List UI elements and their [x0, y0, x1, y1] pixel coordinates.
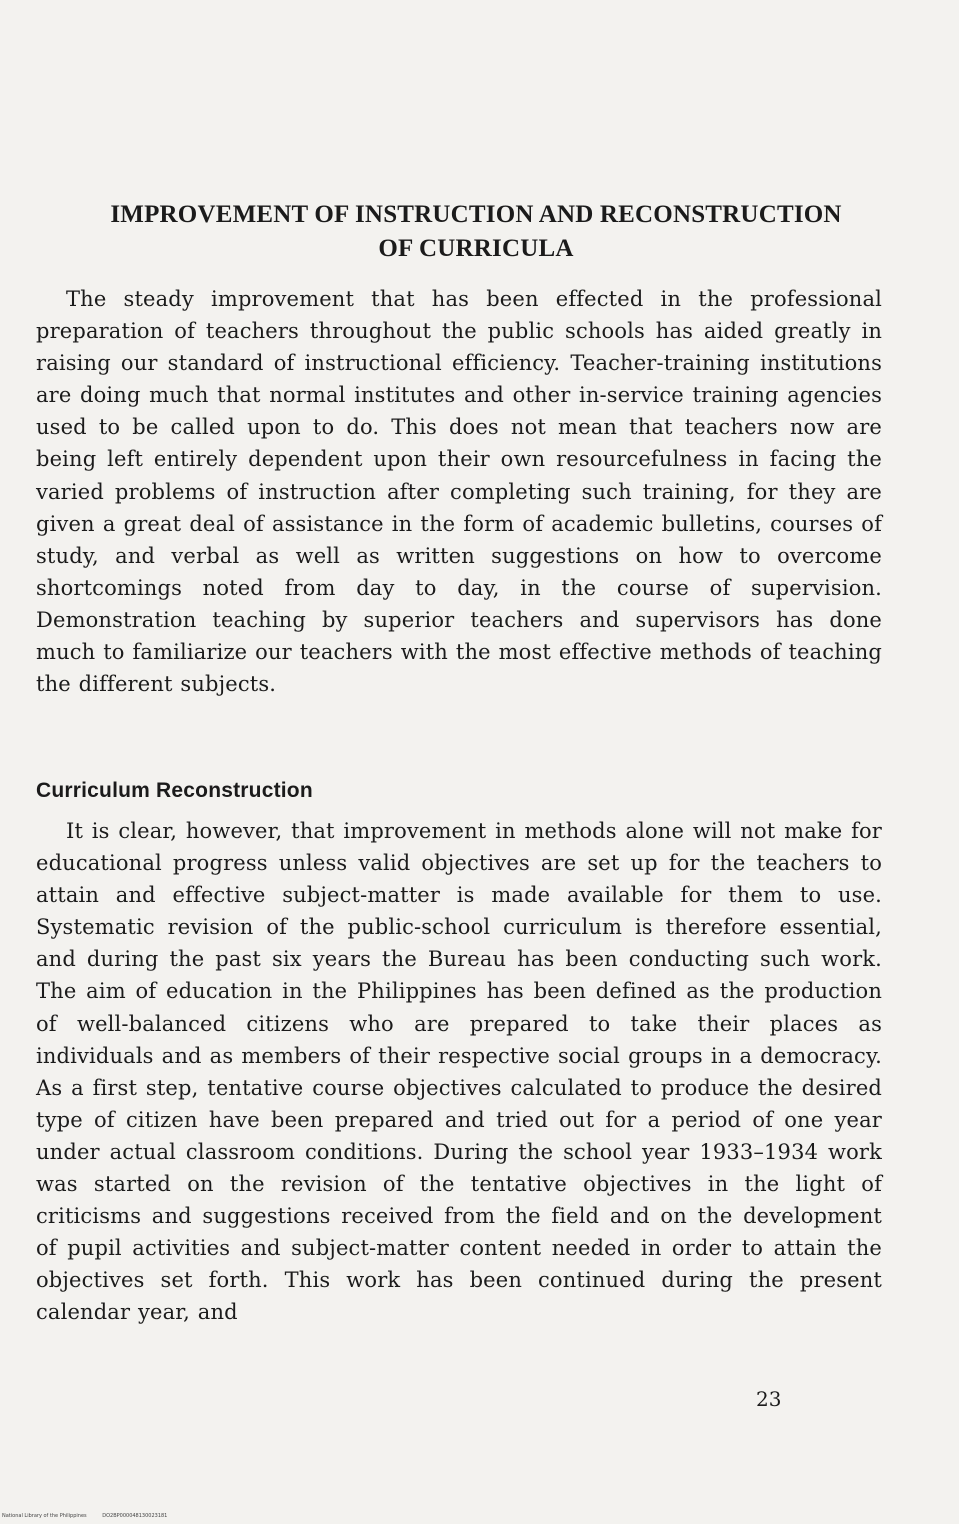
title-line-2: OF CURRICULA: [378, 235, 574, 262]
title-line-1: IMPROVEMENT OF INSTRUCTION AND RECONSTRUCTION: [110, 201, 842, 228]
footer-library: National Library of the Philippines: [2, 1513, 87, 1519]
paragraph-curriculum-reconstruction: It is clear, however, that improvement in methods alone will not make for educational progress unless valid objectives are set up for the teachers to attain and effective subject-matter is made available for them to use. Systematic revision of the public-school curriculum is therefore essential, and during the past six years the Bureau has been conducting such work. The aim of education in the Philippines has been defined as the production of well-balanced citizens who are prepared to take their places as individuals and as members of their respective social groups in a democracy. As a first step, tentative course objectives calculated to produce the desired type of citizen have been prepared and tried out for a period of one year under actual classroom conditions. During the school year 1933–1934 work was started on the revision of the tentative objectives in the light of criticisms and suggestions received from the field and on the development of pupil activities and subject-matter content needed in order to attain the objectives set forth. This work has been continued during the present calendar year, and: [36, 819, 882, 1325]
page-number: 23: [756, 1387, 782, 1411]
paragraph-teacher-preparation: The steady improvement that has been effected in the professional preparation of teachers throughout the public schools has aided greatly in raising our standard of instructional efficiency. Teacher-training institutions are doing much that normal institutes and other in-service training agencies used to be called upon to do. This does not mean that teachers now are being left entirely dependent upon their own resourcefulness in facing the varied problems of instruction after completing such training, for they are given a great deal of assistance in the form of academic bulletins, courses of study, and verbal as well as written suggestions on how to overcome shortcomings noted from day to day, in the course of supervision. Demonstration teaching by superior teachers and supervisors has done much to familiarize our teachers with the most effective methods of teaching the different subjects.: [36, 287, 882, 697]
section-heading-curriculum-reconstruction: Curriculum Reconstruction: [36, 779, 313, 802]
footer-code: DO2BP000048130023181: [102, 1513, 168, 1519]
page-title: [36, 198, 916, 266]
scan-footer: [2, 1512, 181, 1520]
